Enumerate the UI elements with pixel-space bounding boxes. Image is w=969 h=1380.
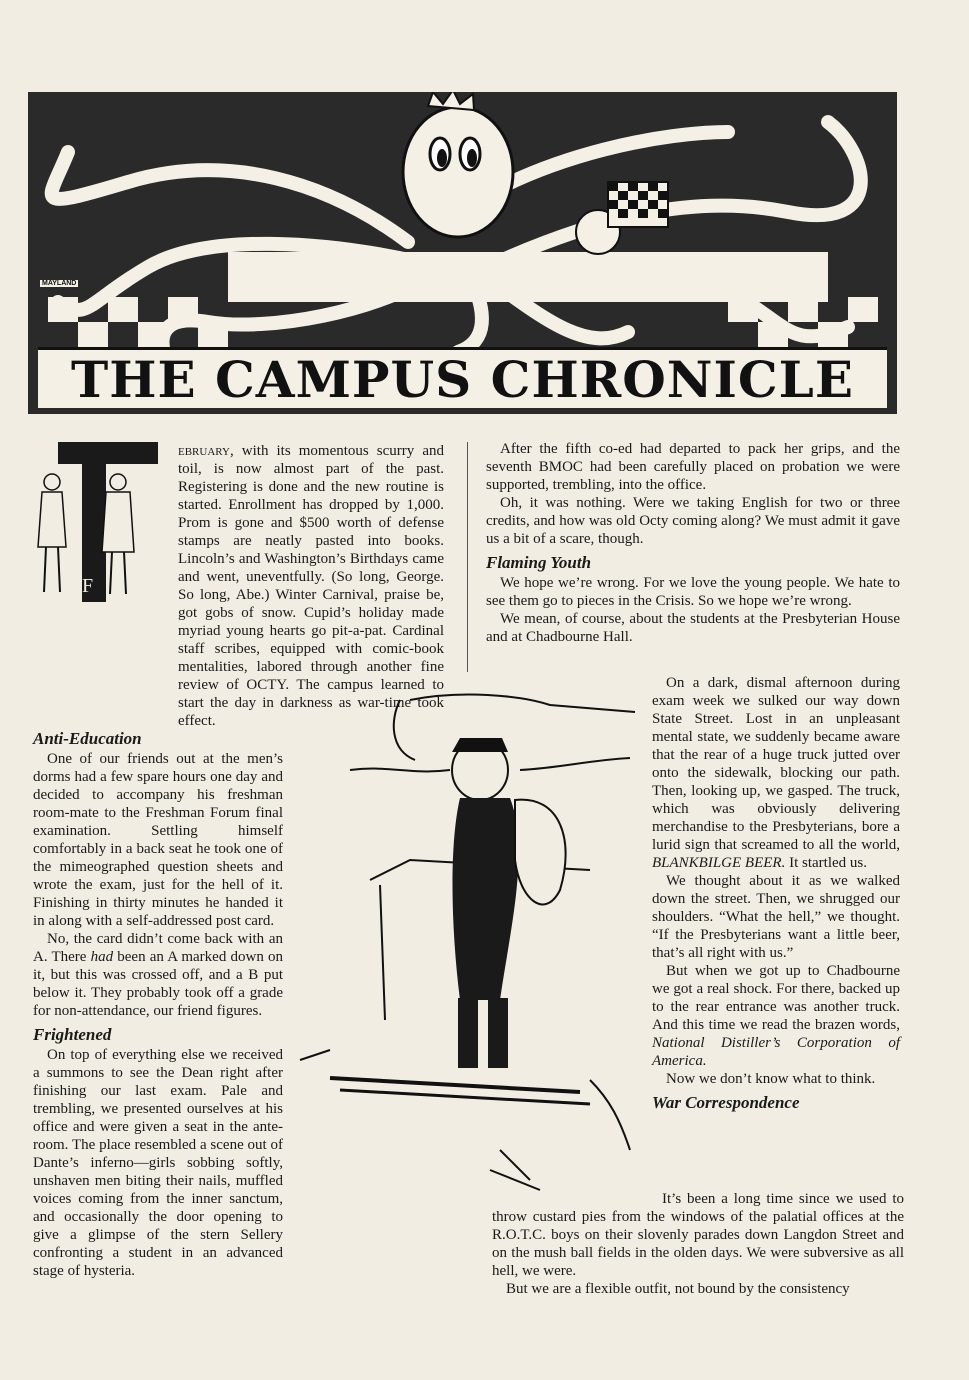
column-divider xyxy=(467,442,468,672)
anti-education-p2: No, the card didn’t come back with an A. There had been an A marked down on it, but this was crossed off, and a B put below it. They probably took off a grade for non-attendance, our friend figures. xyxy=(33,931,283,1019)
section-heading-anti-education: Anti-Education xyxy=(33,729,142,748)
skier-illustration xyxy=(290,680,650,1200)
right-column-narrow xyxy=(652,674,900,1114)
section-heading-frightened: Frightened xyxy=(33,1025,112,1044)
war-correspondence-p1: It’s been a long time since we used to throw custard pies from the windows of the palatial offices at the R.O.T.C. boys on their slovenly parades down Langdon Street and on the mush ball fields in the olden days. We were subversive as all hell, we were. xyxy=(492,1191,904,1279)
right-p2: Oh, it was nothing. Were we taking English for two or three credits, and how was old Octy coming along? We must admit it gave us a bit of a scare, though. xyxy=(486,495,900,547)
right-column-top xyxy=(486,440,900,646)
flaming-youth-p4: We thought about it as we walked down the street. Then, we shrugged our shoulders. “What the hell,” we thought. “If the Presbyterians want a little beer, that’s all right with us.” xyxy=(652,873,900,961)
war-correspondence-p2: But we are a flexible outfit, not bound by the consistency xyxy=(506,1281,850,1297)
flaming-youth-p2: We mean, of course, about the students at the Presbyterian House and at Chadbourne Hall. xyxy=(486,611,900,645)
left-column xyxy=(33,724,283,1280)
dropcap-letter: F xyxy=(82,575,94,597)
chronicle-banner xyxy=(28,92,897,414)
right-p1: After the fifth co-ed had departed to pack her grips, and the seventh BMOC had been carefully placed on probation we were supported, trembling, into the office. xyxy=(486,441,900,493)
section-heading-war-correspondence: War Correspondence xyxy=(652,1093,800,1112)
flaming-youth-p3: On a dark, dismal afternoon during exam week we sulked our way down State Street. Lost in an unpleasant mental state, we suddenly became aware that the rear of a huge truck jutted over onto the sidewalk, blocking our path. Then, looking up, we gasped. The truck, which was obviously delivering merchandise to the Presbyterians, bore a lurid sign that screamed to all the world, BLANKBILGE BEER. It startled us. xyxy=(652,675,900,871)
flaming-youth-p6: Now we don’t know what to think. xyxy=(666,1071,876,1087)
page-title: THE CAMPUS CHRONICLE xyxy=(38,347,887,408)
intro-text: with its momentous scurry and toil, is now almost part of the past. Registering is done and the new routine is started. Enrollment has dropped by 1,000. Prom is gone and $500 worth of defense stamps are neatly pasted into books. Lincoln’s and Washington’s Birthdays came and went, uneventfully. (So long, George. So long, Abe.) Winter Carnival, praise be, got gobs of snow. Cupid’s holiday made myriad young hearts go pit-a-pat. Cardinal staff scribes, equipped with comic-book mentalities, labored through another fine review of OCTY. The campus learned to start the day in darkness as war-time took effect. xyxy=(178,443,444,729)
right-column-bottom xyxy=(492,1190,904,1298)
anti-education-p1: One of our friends out at the men’s dorms had a few spare hours one day and decided to accompany his freshman room-mate to the Freshman Forum final examination. Settling himself comfortably in a back seat he took one of the mimeographed question sheets and wrote the exam, just for the hell of it. Finishing in thirty minutes he handed it in along with a self-addressed post card. xyxy=(33,751,283,929)
section-heading-flaming-youth: Flaming Youth xyxy=(486,553,592,572)
flaming-youth-p1: We hope we’re wrong. For we love the young people. We hate to see them go to pieces in the Crisis. So we hope we’re wrong. xyxy=(486,575,900,609)
flaming-youth-p5: But when we got up to Chadbourne we got a real shock. For there, backed up to the rear entrance was another truck. And this time we read the brazen words, National Distiller’s Corporation of America. xyxy=(652,963,900,1069)
artist-signature: MAYLAND xyxy=(42,280,77,287)
intro-lead: ebruary, xyxy=(178,443,234,459)
frightened-p1: On top of everything else we received a summons to see the Dean right after finishing our last exam. Pale and trembling, we presented ourselves at his office and were given a seat in the ante-room. The place resembled a scene out of Dante’s inferno—girls sobbing softly, unshaven men biting their nails, muffled voices coming from the inner sanctum, and occasionally the door opening to give a glimpse of the stern Sellery confronting a student in an advanced stage of hysteria. xyxy=(33,1047,283,1279)
